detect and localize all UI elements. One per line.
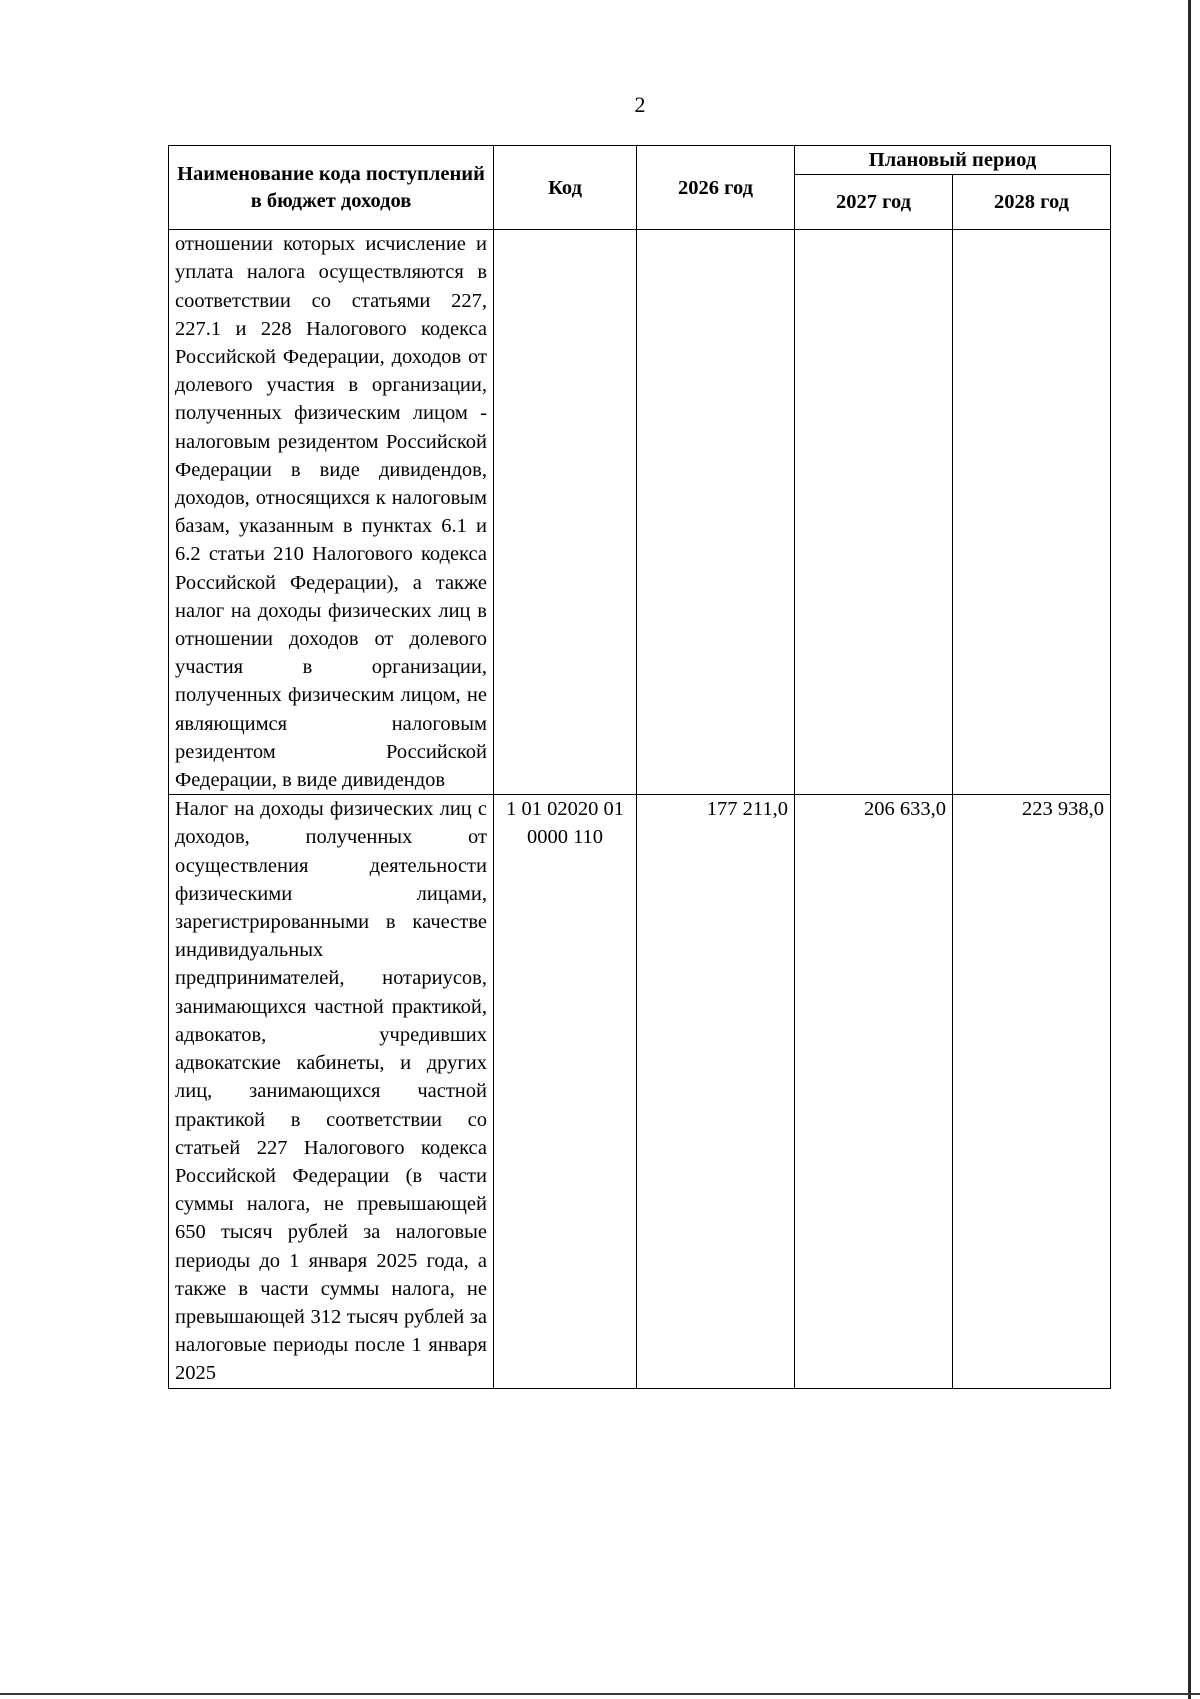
row-value-2028 bbox=[953, 230, 1111, 795]
row-value-2027: 206 633,0 bbox=[795, 795, 953, 1388]
header-year-2027: 2027 год bbox=[795, 175, 953, 230]
row-value-2026: 177 211,0 bbox=[637, 795, 795, 1388]
scan-edge-right bbox=[1188, 0, 1191, 1699]
header-year-2026: 2026 год bbox=[637, 146, 795, 230]
row-value-2028: 223 938,0 bbox=[953, 795, 1111, 1388]
row-code bbox=[494, 230, 637, 795]
row-code: 1 01 02020 01 0000 110 bbox=[494, 795, 637, 1388]
budget-revenue-table bbox=[168, 145, 1111, 1389]
row-description: Налог на доходы физических лиц с доходов, полученных от осуществления деятельности физическими лицами, зарегистрированными в качестве индивидуальных предпринимателей, нотариусов, занимающихся частной практикой, адвокатов, учредивших адвокатские кабинеты, и других лиц, занимающихся частной практикой в соответствии со статьей 227 Налогового кодекса Российской Федерации (в части суммы налога, не превышающей 650 тысяч рублей за налоговые периоды до 1 января 2025 года, а также в части суммы налога, не превышающей 312 тысяч рублей за налоговые периоды после 1 января 2025 bbox=[169, 795, 494, 1388]
row-value-2026 bbox=[637, 230, 795, 795]
header-year-2028: 2028 год bbox=[953, 175, 1111, 230]
row-value-2027 bbox=[795, 230, 953, 795]
table-row bbox=[169, 795, 1111, 1388]
table-row bbox=[169, 230, 1111, 795]
row-description: отношении которых исчисление и уплата налога осуществляются в соответствии со статьями 227, 227.1 и 228 Налогового кодекса Российской Федерации, доходов от долевого участия в организации, полученных физическим лицом - налоговым резидентом Российской Федерации в виде дивидендов, доходов, относящихся к налоговым базам, указанным в пунктах 6.1 и 6.2 статьи 210 Налогового кодекса Российской Федерации), а также налог на доходы физических лиц в отношении доходов от долевого участия в организации, полученных физическим лицом, не являющимся налоговым резидентом Российской Федерации, в виде дивидендов bbox=[169, 230, 494, 795]
header-planning-period: Плановый период bbox=[795, 146, 1111, 175]
header-name: Наименование кода поступлений в бюджет доходов bbox=[169, 146, 494, 230]
scan-edge-bottom bbox=[0, 1693, 1200, 1695]
header-code: Код bbox=[494, 146, 637, 230]
page-number: 2 bbox=[634, 92, 646, 117]
